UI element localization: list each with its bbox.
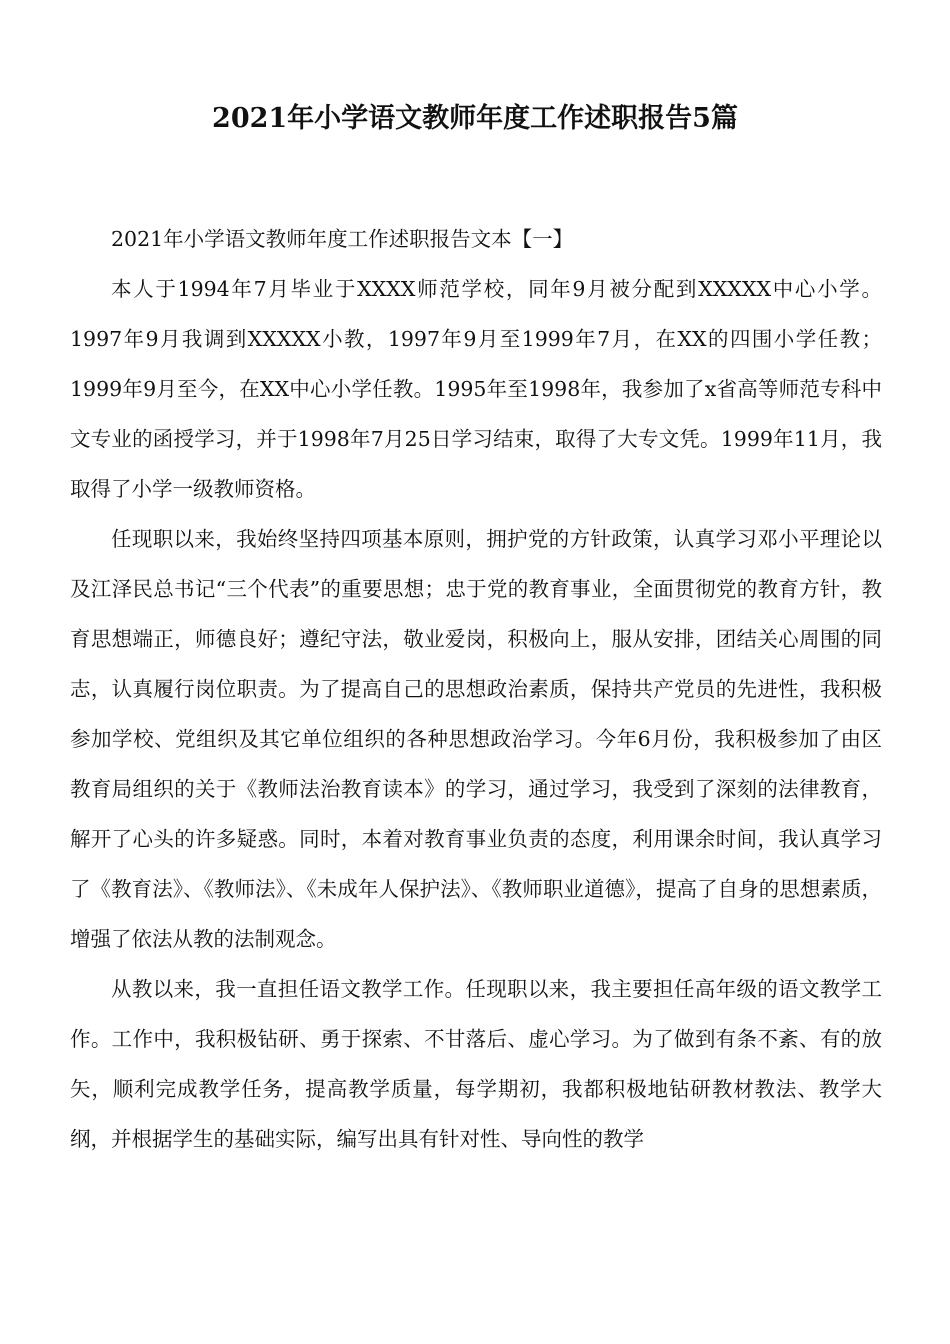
paragraph-1: 本人于1994年7月毕业于XXXX师范学校，同年9月被分配到XXXXX中心小学。1997年9月我调到XXXXX小教，1997年9月至1999年7月，在XX的四围小学任教；1999年9月至今，在XX中心小学任教。1995年至1998年，我参加了x省高等师范专科中文专业的函授学习，并于1998年7月25日学习结束，取得了大专文凭。1999年11月，我取得了小学一级教师资格。 <box>70 277 882 501</box>
paragraph-2: 任现职以来，我始终坚持四项基本原则，拥护党的方针政策，认真学习邓小平理论以及江泽民总书记“三个代表”的重要思想；忠于党的教育事业，全面贯彻党的教育方针，教育思想端正，师德良好；遵纪守法，敬业爱岗，积极向上，服从安排，团结关心周围的同志，认真履行岗位职责。为了提高自己的思想政治素质，保持共产党员的先进性，我积极参加学校、党组织及其它单位组织的各种思想政治学习。今年6月份，我积极参加了由区教育局组织的关于《教师法治教育读本》的学习，通过学习，我受到了深刻的法律教育，解开了心头的许多疑惑。同时，本着对教育事业负责的态度，利用课余时间，我认真学习了《教育法》、《教师法》、《未成年人保护法》、《教师职业道德》，提高了自身的思想素质，增强了依法从教的法制观念。 <box>70 527 882 951</box>
section-heading: 2021年小学语文教师年度工作述职报告文本【一】 <box>111 227 574 251</box>
document-body <box>70 214 882 1164</box>
paragraph-3: 从教以来，我一直担任语文教学工作。任现职以来，我主要担任高年级的语文教学工作。工作中，我积极钻研、勇于探索、不甘落后、虚心学习。为了做到有条不紊、有的放矢，顺利完成教学任务，提高教学质量，每学期初，我都积极地钻研教材教法、教学大纲，并根据学生的基础实际，编写出具有针对性、导向性的教学 <box>70 977 882 1151</box>
document-title: 2021年小学语文教师年度工作述职报告5篇 <box>212 103 738 134</box>
